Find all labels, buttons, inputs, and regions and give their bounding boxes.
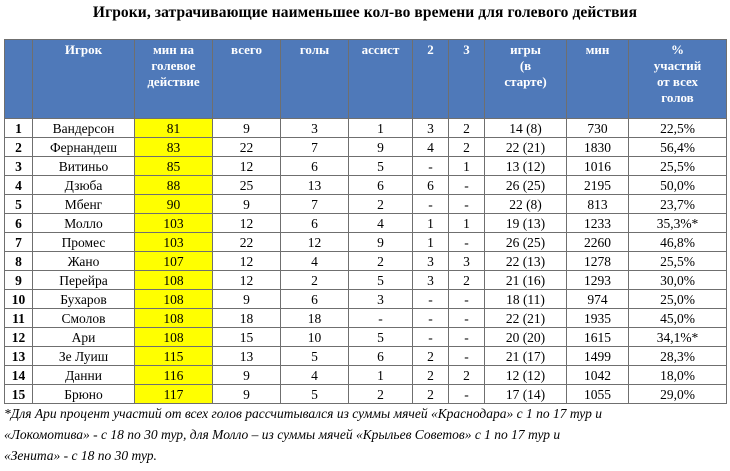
player-name: Фернандеш: [33, 138, 135, 157]
percent-of-goals: 29,0%: [629, 385, 727, 404]
player-name: Дзюба: [33, 176, 135, 195]
header-row: [5, 40, 727, 119]
player-name: Смолов: [33, 309, 135, 328]
header-assists: ассист: [349, 40, 413, 119]
total-actions: 13: [213, 347, 281, 366]
percent-of-goals: 34,1%*: [629, 328, 727, 347]
header-line: %: [671, 42, 684, 57]
goals: 7: [281, 138, 349, 157]
col-3-value: -: [449, 385, 485, 404]
percent-of-goals: 28,3%: [629, 347, 727, 366]
table-row: [5, 195, 727, 214]
minutes-played: 730: [567, 119, 629, 138]
player-name: Промес: [33, 233, 135, 252]
player-name: Вандерсон: [33, 119, 135, 138]
header-total: всего: [213, 40, 281, 119]
header-line: мин на: [152, 42, 195, 57]
player-name: Ари: [33, 328, 135, 347]
goals: 5: [281, 385, 349, 404]
percent-of-goals: 22,5%: [629, 119, 727, 138]
total-actions: 9: [213, 119, 281, 138]
player-name: Мбенг: [33, 195, 135, 214]
total-actions: 15: [213, 328, 281, 347]
footnote-line: *Для Ари процент участий от всех голов рассчитывался из суммы мячей «Краснодара» с 1 по 17 тур и: [4, 406, 602, 421]
table-row: [5, 214, 727, 233]
col-2-value: 3: [413, 271, 449, 290]
total-actions: 12: [213, 252, 281, 271]
games-started: 22 (13): [485, 252, 567, 271]
col-3-value: 2: [449, 271, 485, 290]
minutes-per-goal-action: 83: [135, 138, 213, 157]
header-line: участий: [653, 58, 702, 73]
percent-of-goals: 23,7%: [629, 195, 727, 214]
header-line: голевое: [151, 58, 196, 73]
header-line: (в: [519, 58, 532, 73]
assists: 1: [349, 119, 413, 138]
player-name: Витиньо: [33, 157, 135, 176]
minutes-played: 974: [567, 290, 629, 309]
minutes-played: 1055: [567, 385, 629, 404]
minutes-played: 1499: [567, 347, 629, 366]
goals: 6: [281, 290, 349, 309]
assists: 2: [349, 252, 413, 271]
goals: 4: [281, 366, 349, 385]
assists: 4: [349, 214, 413, 233]
col-2-value: 1: [413, 214, 449, 233]
col-2-value: -: [413, 328, 449, 347]
total-actions: 9: [213, 290, 281, 309]
row-number: 1: [5, 119, 33, 138]
header-col-2: 2: [413, 40, 449, 119]
minutes-played: 1830: [567, 138, 629, 157]
col-3-value: 1: [449, 214, 485, 233]
percent-of-goals: 25,0%: [629, 290, 727, 309]
minutes-per-goal-action: 85: [135, 157, 213, 176]
assists: 5: [349, 328, 413, 347]
col-2-value: 3: [413, 119, 449, 138]
assists: 2: [349, 385, 413, 404]
goals: 3: [281, 119, 349, 138]
games-started: 26 (25): [485, 176, 567, 195]
minutes-per-goal-action: 81: [135, 119, 213, 138]
assists: 2: [349, 195, 413, 214]
table-row: [5, 138, 727, 157]
total-actions: 25: [213, 176, 281, 195]
games-started: 22 (21): [485, 309, 567, 328]
goals: 18: [281, 309, 349, 328]
percent-of-goals: 25,5%: [629, 252, 727, 271]
row-number: 9: [5, 271, 33, 290]
total-actions: 22: [213, 233, 281, 252]
goals: 6: [281, 214, 349, 233]
minutes-played: 1278: [567, 252, 629, 271]
row-number: 5: [5, 195, 33, 214]
minutes-played: 1935: [567, 309, 629, 328]
col-3-value: 2: [449, 119, 485, 138]
header-minutes: мин: [567, 40, 629, 119]
table-row: [5, 119, 727, 138]
col-3-value: 3: [449, 252, 485, 271]
goals: 12: [281, 233, 349, 252]
header-num: [5, 40, 33, 119]
goals: 6: [281, 157, 349, 176]
total-actions: 22: [213, 138, 281, 157]
table-row: [5, 157, 727, 176]
player-name: Молло: [33, 214, 135, 233]
games-started: 14 (8): [485, 119, 567, 138]
games-started: 20 (20): [485, 328, 567, 347]
minutes-per-goal-action: 103: [135, 233, 213, 252]
col-3-value: 1: [449, 157, 485, 176]
games-started: 17 (14): [485, 385, 567, 404]
games-started: 12 (12): [485, 366, 567, 385]
minutes-per-goal-action: 90: [135, 195, 213, 214]
col-2-value: 2: [413, 366, 449, 385]
percent-of-goals: 46,8%: [629, 233, 727, 252]
col-2-value: 2: [413, 347, 449, 366]
table-row: [5, 252, 727, 271]
percent-of-goals: 45,0%: [629, 309, 727, 328]
row-number: 4: [5, 176, 33, 195]
minutes-played: 1615: [567, 328, 629, 347]
minutes-per-goal-action: 103: [135, 214, 213, 233]
footnote-line: «Локомотива» - с 18 по 30 тур, для Молло – из суммы мячей «Крыльев Советов» с 1 по 17 тур и: [4, 427, 561, 442]
assists: 1: [349, 366, 413, 385]
col-3-value: -: [449, 176, 485, 195]
games-started: 13 (12): [485, 157, 567, 176]
col-3-value: -: [449, 328, 485, 347]
col-2-value: -: [413, 157, 449, 176]
assists: 5: [349, 271, 413, 290]
row-number: 7: [5, 233, 33, 252]
minutes-per-goal-action: 107: [135, 252, 213, 271]
games-started: 21 (16): [485, 271, 567, 290]
minutes-played: 1233: [567, 214, 629, 233]
minutes-played: 1016: [567, 157, 629, 176]
total-actions: 18: [213, 309, 281, 328]
header-line: старте): [504, 74, 547, 89]
stats-table: [4, 39, 727, 404]
minutes-per-goal-action: 108: [135, 271, 213, 290]
games-started: 22 (21): [485, 138, 567, 157]
table-row: [5, 271, 727, 290]
col-2-value: 3: [413, 252, 449, 271]
header-percent: [629, 40, 727, 119]
header-goals: голы: [281, 40, 349, 119]
table-row: [5, 347, 727, 366]
goals: 5: [281, 347, 349, 366]
total-actions: 9: [213, 195, 281, 214]
row-number: 11: [5, 309, 33, 328]
total-actions: 9: [213, 385, 281, 404]
col-3-value: -: [449, 347, 485, 366]
row-number: 10: [5, 290, 33, 309]
header-col-3: 3: [449, 40, 485, 119]
games-started: 21 (17): [485, 347, 567, 366]
table-body: [5, 119, 727, 404]
header-line: игры: [510, 42, 541, 57]
minutes-played: 2260: [567, 233, 629, 252]
percent-of-goals: 56,4%: [629, 138, 727, 157]
row-number: 15: [5, 385, 33, 404]
row-number: 13: [5, 347, 33, 366]
minutes-per-goal-action: 108: [135, 328, 213, 347]
player-name: Перейра: [33, 271, 135, 290]
minutes-per-goal-action: 88: [135, 176, 213, 195]
total-actions: 9: [213, 366, 281, 385]
table-row: [5, 328, 727, 347]
player-name: Бухаров: [33, 290, 135, 309]
header-line: действие: [147, 74, 200, 89]
table-row: [5, 176, 727, 195]
col-3-value: 2: [449, 366, 485, 385]
goals: 13: [281, 176, 349, 195]
games-started: 22 (8): [485, 195, 567, 214]
player-name: Брюно: [33, 385, 135, 404]
minutes-per-goal-action: 108: [135, 290, 213, 309]
table-row: [5, 290, 727, 309]
col-2-value: 1: [413, 233, 449, 252]
header-games: [485, 40, 567, 119]
minutes-played: 2195: [567, 176, 629, 195]
header-player: Игрок: [33, 40, 135, 119]
row-number: 6: [5, 214, 33, 233]
minutes-played: 1042: [567, 366, 629, 385]
header-line: от всех: [656, 74, 699, 89]
col-3-value: -: [449, 233, 485, 252]
col-3-value: -: [449, 290, 485, 309]
col-3-value: -: [449, 195, 485, 214]
player-name: Зе Луиш: [33, 347, 135, 366]
minutes-per-goal-action: 117: [135, 385, 213, 404]
assists: 3: [349, 290, 413, 309]
col-3-value: 2: [449, 138, 485, 157]
games-started: 18 (11): [485, 290, 567, 309]
row-number: 14: [5, 366, 33, 385]
footnote-line: «Зенита» - с 18 по 30 тур.: [4, 448, 157, 463]
page-title: Игроки, затрачивающие наименьшее кол-во времени для голевого действия: [92, 4, 638, 21]
col-2-value: -: [413, 309, 449, 328]
footnote: [4, 403, 726, 466]
row-number: 2: [5, 138, 33, 157]
total-actions: 12: [213, 271, 281, 290]
col-2-value: 4: [413, 138, 449, 157]
col-2-value: 2: [413, 385, 449, 404]
header-minutes-per-goal-action: [135, 40, 213, 119]
table-row: [5, 366, 727, 385]
total-actions: 12: [213, 214, 281, 233]
col-3-value: -: [449, 309, 485, 328]
games-started: 26 (25): [485, 233, 567, 252]
assists: 6: [349, 176, 413, 195]
goals: 7: [281, 195, 349, 214]
percent-of-goals: 18,0%: [629, 366, 727, 385]
percent-of-goals: 25,5%: [629, 157, 727, 176]
games-started: 19 (13): [485, 214, 567, 233]
row-number: 3: [5, 157, 33, 176]
assists: 6: [349, 347, 413, 366]
col-2-value: -: [413, 195, 449, 214]
assists: 5: [349, 157, 413, 176]
assists: 9: [349, 138, 413, 157]
percent-of-goals: 35,3%*: [629, 214, 727, 233]
table-row: [5, 385, 727, 404]
percent-of-goals: 50,0%: [629, 176, 727, 195]
player-name: Данни: [33, 366, 135, 385]
col-2-value: -: [413, 290, 449, 309]
table-row: [5, 309, 727, 328]
minutes-per-goal-action: 108: [135, 309, 213, 328]
assists: 9: [349, 233, 413, 252]
col-2-value: 6: [413, 176, 449, 195]
goals: 4: [281, 252, 349, 271]
player-name: Жано: [33, 252, 135, 271]
minutes-per-goal-action: 116: [135, 366, 213, 385]
row-number: 8: [5, 252, 33, 271]
goals: 10: [281, 328, 349, 347]
header-line: голов: [661, 90, 694, 105]
table-row: [5, 233, 727, 252]
total-actions: 12: [213, 157, 281, 176]
minutes-per-goal-action: 115: [135, 347, 213, 366]
minutes-played: 813: [567, 195, 629, 214]
assists: -: [349, 309, 413, 328]
row-number: 12: [5, 328, 33, 347]
percent-of-goals: 30,0%: [629, 271, 727, 290]
goals: 2: [281, 271, 349, 290]
minutes-played: 1293: [567, 271, 629, 290]
